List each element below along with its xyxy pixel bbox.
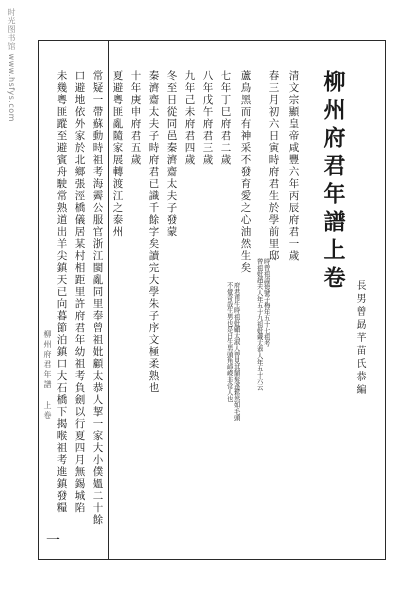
text-line-12: 口避地依外家於北鄉張涇橋儀居某村相距里許府君年幼祖考負劍以行夏四月無錫城陷 [73,70,86,514]
text-line-7: 冬至日從同邑秦濟齋太夫子發蒙 [165,70,178,238]
margin-rule [108,40,109,560]
text-line-11: 常疑一帶蘇動時祖考海霽公服官浙江閩亂同里奉曾祖妣顧太恭人挈一家大小僕媼二十餘 [91,70,104,526]
annotation-3a: 府君甫生時祖妣顧太淑人曾見其額髮蓬鬆然如毛頭 [232,282,240,421]
text-line-1: 清文宗顯皇帝咸豐六年丙辰府君一歲 [287,70,300,262]
text-line-9: 十年庚申府君五歲 [129,70,142,166]
annotation-3b: 不覺奇哉生男也是日生男頭角崢嶸非常人也 [225,282,233,402]
text-line-8: 秦濟齋太夫子時府君已識千餘字矣讀完大學朱子序文極柔熟也 [147,70,160,394]
text-line-2: 春三月初六日寅時府君生於學前里邸 [267,70,280,262]
annotation-1a: 時曾祖諱德號子梅年五十七祖考 [262,258,270,347]
volume-label: 上卷 [320,238,346,294]
text-line-5: 八年戊午府君三歲 [201,70,214,166]
book-title: 柳州府君年譜 [320,70,346,238]
text-line-10: 夏避粵匪亂隨家展轉渡江之泰州 [111,70,124,238]
running-head: 柳州府君年譜 上卷 [43,330,52,421]
author-line: 長男曾勗芊苗氏恭編 [354,280,365,397]
text-line-4: 七年丁巳府君二歲 [219,70,232,166]
text-line-3: 蘆鳥黑而有神采不發育愛之心油然生矣 [239,70,252,274]
watermark: 时光图书馆 www.hsfys.com [7,8,16,122]
annotation-1b: 曾祖妣趙夫人年五十九祖妣戴太恭人年五十六云 [255,258,263,391]
text-line-6: 九年己未府君四歲 [183,70,196,166]
text-line-13: 未幾粵匪蹤至避賓舟駛常熟道出羊尖鎮天已向暮節泊鎮口大石橋下揭喉祖考進鎮發糧 [55,70,68,514]
page-number: 一 [46,533,60,549]
